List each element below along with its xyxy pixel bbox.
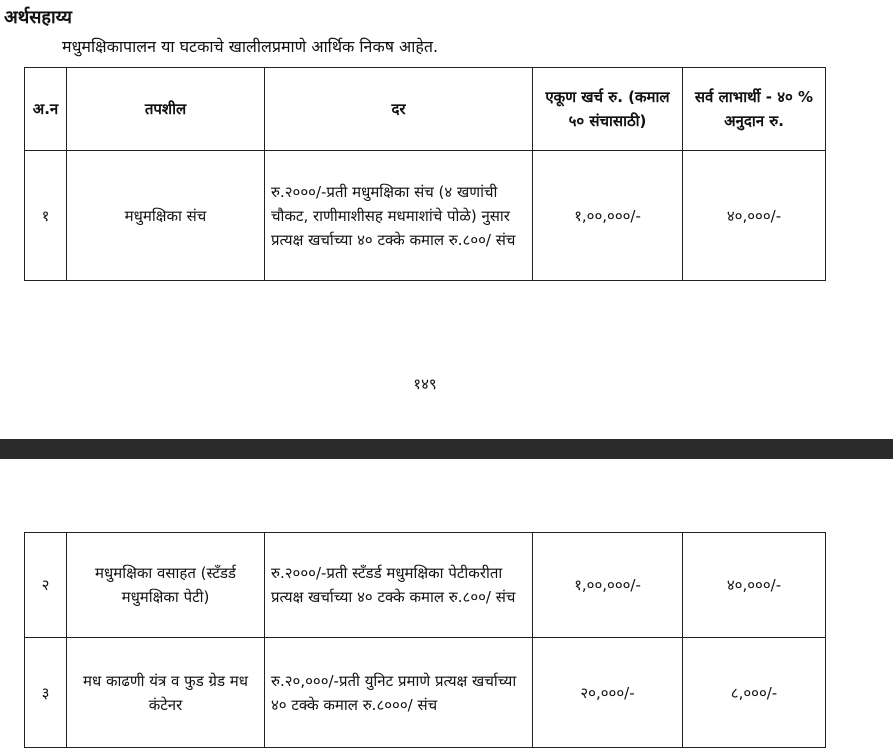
cell-rate: रु.२०००/-प्रती स्टँडर्ड मधुमक्षिका पेटीकरीता प्रत्यक्ष खर्चाच्या ४० टक्के कमाल रु.८००/ संच <box>265 533 533 638</box>
cell-subsidy: ८,०००/- <box>683 638 826 748</box>
cell-details: मधुमक्षिका संच <box>67 151 265 281</box>
assistance-table-page2 <box>24 532 826 748</box>
table-row <box>25 533 826 638</box>
header-subsidy: सर्व लाभार्थी - ४० % अनुदान रु. <box>683 68 826 151</box>
cell-subsidy: ४०,०००/- <box>683 533 826 638</box>
cell-details: मधुमक्षिका वसाहत (स्टँडर्ड मधुमक्षिका पेटी) <box>67 533 265 638</box>
cell-total-cost: १,००,०००/- <box>533 533 683 638</box>
table-row <box>25 638 826 748</box>
cell-subsidy: ४०,०००/- <box>683 151 826 281</box>
intro-text: मधुमक्षिकापालन या घटकाचे खालीलप्रमाणे आर्थिक निकष आहेत. <box>62 37 439 56</box>
table-header-row <box>25 68 826 151</box>
cell-total-cost: २०,०००/- <box>533 638 683 748</box>
cell-total-cost: १,००,०००/- <box>533 151 683 281</box>
table-row <box>25 151 826 281</box>
cell-rate: रु.२०००/-प्रती मधुमक्षिका संच (४ खणांची चौकट, राणीमाशीसह मधमाशांचे पोळे) नुसार प्रत्यक्ष खर्चाच्या ४० टक्के कमाल रु.८००/ संच <box>265 151 533 281</box>
header-serial: अ.न <box>25 68 67 151</box>
header-total-cost: एकूण खर्च रु. (कमाल ५० संचासाठी) <box>533 68 683 151</box>
page-divider <box>0 439 893 459</box>
cell-rate: रु.२०,०००/-प्रती युनिट प्रमाणे प्रत्यक्ष खर्चाच्या ४० टक्के कमाल रु.८०००/ संच <box>265 638 533 748</box>
assistance-table-page1 <box>24 67 826 281</box>
cell-serial: २ <box>25 533 67 638</box>
header-details: तपशील <box>67 68 265 151</box>
cell-details: मध काढणी यंत्र व फुड ग्रेड मध कंटेनर <box>67 638 265 748</box>
section-heading: अर्थसहाय्य <box>4 7 72 28</box>
cell-serial: ३ <box>25 638 67 748</box>
page-number: १४९ <box>413 375 437 393</box>
cell-serial: १ <box>25 151 67 281</box>
header-rate: दर <box>265 68 533 151</box>
